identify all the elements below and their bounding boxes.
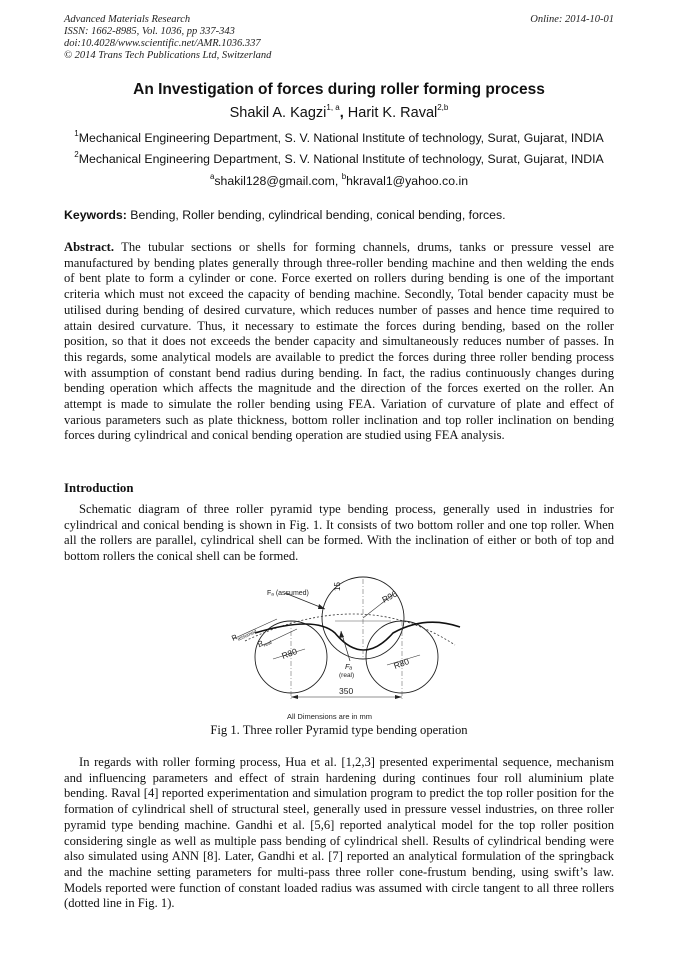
label-fa-real: Fₐ — [345, 662, 353, 671]
affiliation-2-num: 2 — [74, 150, 79, 159]
abstract-text: The tubular sections or shells for forming channels, drums, tanks or pressure vessel are manufactured by bending plates generally through three-roller bending machine and then welding the ends of bent plate to form a cylinder or cone. Force exerted on rollers during bending is one of the important criteria which must not exceed the capacity of bending machine. Secondly, Total bender capacity must be utilised during bending of desired curvature, which reduces number of passes and hence time required to attain desired curvature. Thus, it necessary to estimate the forces during bending, based on the roller position, so that it does not exceeds the bender capacity and simultaneously reduces number of passes. In this regards, some analytical models are available to predict the forces during three roller bending process with assumption of constant bend radius during bending. In fact, the radius continuously changes during bending operation which affects the magnitude and the direction of the forces exerted on the roller. An attempt is made to simulate the roller bending using FEA. Variation of curvature of plate and effect of various parameters such as plate thickness, bottom roller inclination and top roller inclination on bending forces during cylindrical and conical bending operation are studied using FEA analysis. — [64, 240, 614, 443]
journal-header — [64, 14, 271, 62]
label-r-real-sub: real — [262, 639, 273, 649]
label-all-dimensions: All Dimensions are in mm — [287, 712, 373, 721]
author-line — [0, 105, 678, 121]
affiliation-1 — [0, 131, 678, 145]
label-r80-left: R80 — [280, 646, 299, 661]
affiliation-1-text: Mechanical Engineering Department, S. V. National Institute of technology, Surat, Gujarat, INDIA — [78, 131, 604, 145]
journal-doi: doi:10.4028/www.scientific.net/AMR.1036.337 — [64, 38, 261, 49]
journal-issn: ISSN: 1662-8985, Vol. 1036, pp 337-343 — [64, 26, 235, 37]
label-r90: R90 — [380, 588, 399, 605]
label-350: 350 — [339, 686, 354, 696]
author-2-sup: 2,b — [437, 103, 449, 112]
label-15: 15 — [333, 582, 342, 591]
affiliation-2-text: Mechanical Engineering Department, S. V. National Institute of technology, Surat, Gujarat, INDIA — [78, 152, 604, 166]
author-1: Shakil A. Kagzi — [229, 105, 327, 121]
label-r80-right: R80 — [392, 656, 411, 671]
paper-title: An Investigation of forces during roller forming process — [133, 81, 545, 98]
email-a: shakil128@gmail.com, — [214, 174, 342, 188]
journal-name: Advanced Materials Research — [64, 14, 191, 25]
dimension-arrow-right — [395, 695, 402, 699]
affiliation-2 — [0, 152, 678, 166]
affiliation-1-num: 1 — [74, 129, 79, 138]
figure-1-caption: Fig 1. Three roller Pyramid type bending operation — [210, 723, 468, 737]
intro-paragraph-2: In regards with roller forming process, Hua et al. [1,2,3] presented experimental sequence, mechanism and influencing parameters and effect of strain hardening during continues four roll aluminium plate bending. Raval [4] reported experimentation and simulation program to predict the top roller position for the formation of cylindrical shell of structural steel, generally used in pressure vessel industries, on three roller pyramid type bending machine. Gandhi et al. [5,6] reported analytical model for the top roller position considering single as well as multiple pass bending of cylindrical shell. Results of cylindrical bending were also simulated using ANN [8]. Later, Gandhi et al. [7] reported an analytical formulation of the springback and the machine setting parameters for multi-pass three roller cone-frustum bending, using swift’s law. Models reported were function of constant loaded radius was assumed with circle tangent to all three rollers (dotted line in Fig. 1). — [64, 755, 614, 911]
keywords — [64, 208, 624, 222]
label-r-assumed-sub: assumed — [236, 628, 258, 643]
fa-real-arrowhead — [339, 631, 344, 638]
assumed-radius-curve — [245, 614, 455, 645]
label-fa-assumed: Fₐ (assumed) — [267, 590, 309, 597]
author-2: Harit K. Raval — [347, 105, 438, 121]
intro-paragraph-1: Schematic diagram of three roller pyramid type bending process, generally used in industries for cylindrical and conical bending is shown in Fig. 1. It consists of two bottom roller and one top roller. When all the rollers are parallel, cylindrical shell can be formed. With the inclination of either or both of top and bottom rollers the conical shell can be formed. — [64, 502, 614, 564]
email-a-sup: a — [209, 172, 215, 181]
figure-1-diagram — [215, 575, 465, 723]
author-separator: , — [339, 105, 348, 121]
journal-copyright: © 2014 Trans Tech Publications Ltd, Switzerland — [64, 50, 272, 61]
label-r-assumed — [230, 624, 258, 644]
keywords-text: Bending, Roller bending, cylindrical bending, conical bending, forces. — [126, 208, 506, 222]
section-heading-introduction: Introduction — [64, 481, 134, 495]
email-b-sup: b — [341, 172, 347, 181]
dimension-arrow-left — [291, 695, 298, 699]
abstract-label: Abstract. — [64, 240, 115, 254]
online-date: Online: 2014-10-01 — [530, 14, 614, 25]
author-1-sup: 1, a — [326, 103, 340, 112]
label-r-assumed-main: R — [230, 632, 239, 643]
email-b: hkraval1@yahoo.co.in — [346, 174, 469, 188]
plate-curve — [255, 622, 460, 650]
label-r-real-main: R — [256, 638, 265, 649]
keywords-label: Keywords: — [64, 208, 127, 222]
abstract — [64, 240, 614, 444]
label-r-real — [256, 635, 273, 650]
label-real: (real) — [339, 672, 355, 679]
author-emails — [0, 174, 678, 188]
